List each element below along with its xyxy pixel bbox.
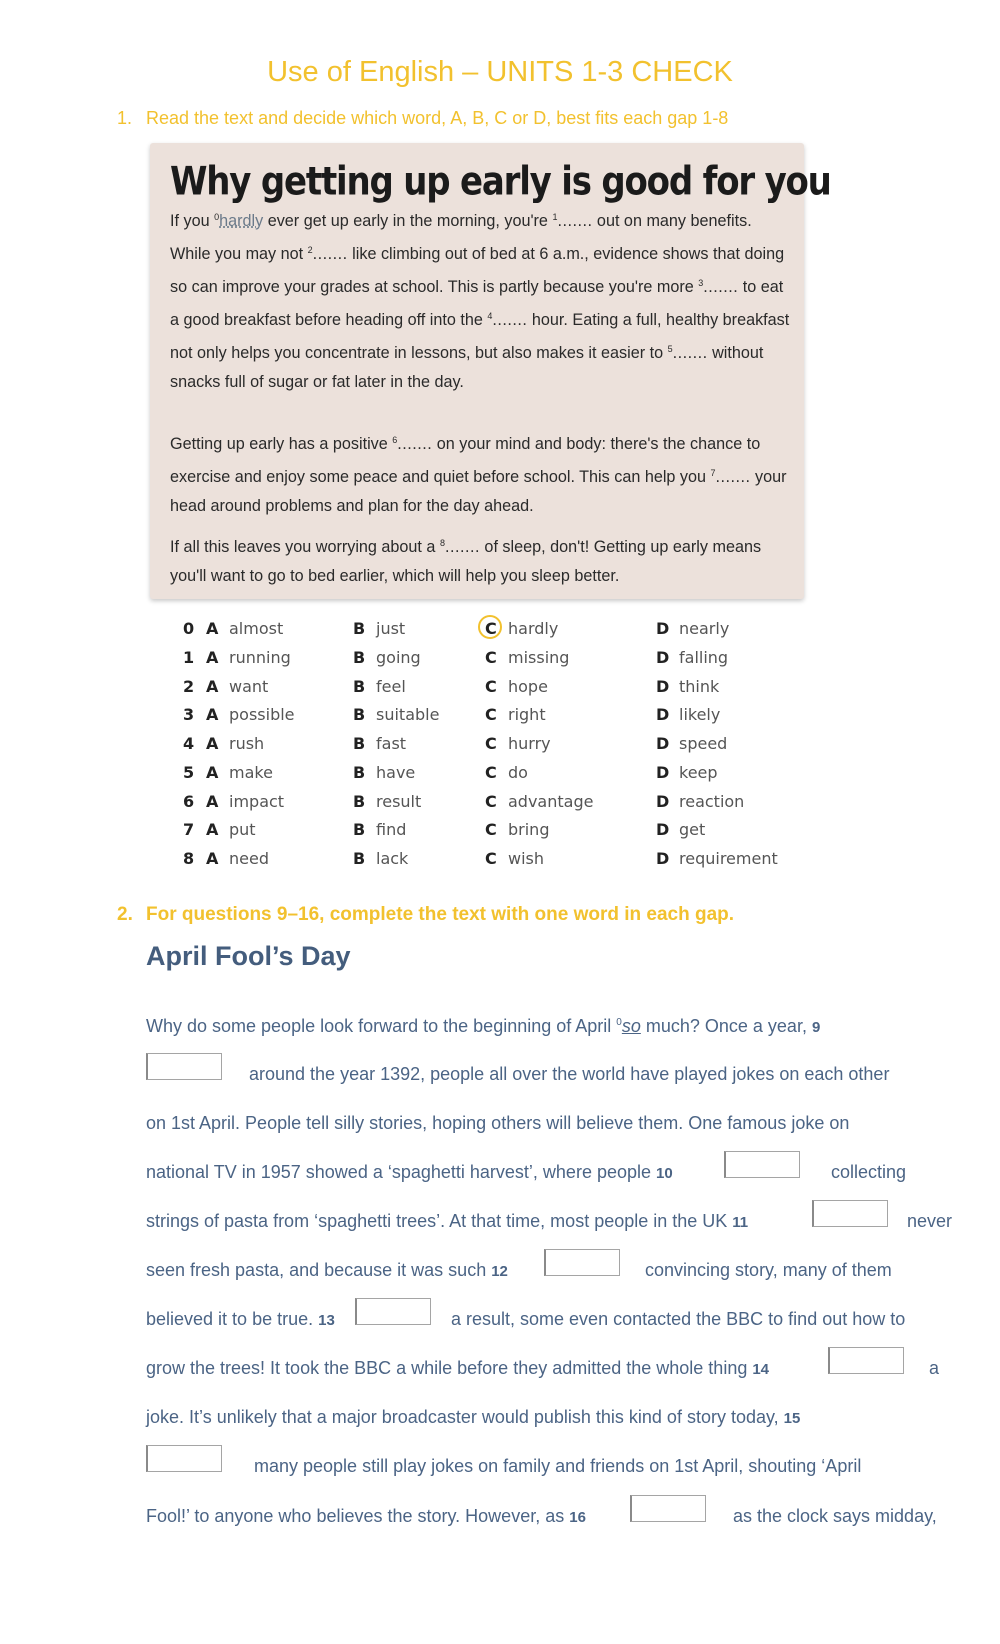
option-b[interactable]: fast [376, 734, 407, 753]
option-d[interactable]: requirement [679, 849, 778, 868]
text-line: a result, some even contacted the BBC to find out how to [451, 1309, 906, 1329]
question-text: For questions 9–16, complete the text with one word in each gap. [146, 904, 735, 925]
option-a[interactable]: almost [229, 619, 284, 638]
option-c[interactable]: missing [508, 647, 570, 667]
question-text: Read the text and decide which word, A, B, C or D, best fits each gap 1-8 [146, 108, 729, 128]
option-b[interactable]: feel [376, 676, 406, 696]
option-d[interactable]: speed [679, 734, 728, 753]
gap-2: ....... [312, 245, 348, 263]
question-2-instruction [117, 904, 734, 926]
option-c[interactable]: do [508, 762, 528, 782]
text-line: a [929, 1358, 940, 1378]
option-d[interactable]: get [679, 820, 706, 840]
text-line: many people still play jokes on family and friends on 1st April, shouting ‘April [254, 1456, 862, 1476]
option-a[interactable]: possible [229, 705, 295, 725]
text-line: around the year 1392, people all over the world have played jokes on each other [249, 1064, 890, 1084]
option-d[interactable]: nearly [679, 619, 730, 638]
reading-paragraph-1: If you $^0$hardly ever get up early in the morning, you're $^1$....... out on many benefits. While you may not $^2$....... like climbing out of bed at 6 a.m., evidence shows that doing so can improve your grades at school. This is partly because you're more $^3$....... to eat a good breakfast before heading off into the $^4$....... hour. Eating a full, healthy breakfast not only helps you concentrate in lessons, but also makes it easier to $^5$....... without snacks full of sugar or fat later in the day. [170, 212, 790, 391]
text-line: strings of pasta from ‘spaghetti trees’. At that time, most people in the UK 11 [146, 1211, 749, 1231]
example-answer: so [621, 1016, 641, 1036]
option-c[interactable]: hardly [508, 619, 559, 638]
question-1-instruction [117, 108, 728, 129]
question-number: 2. [117, 904, 133, 925]
example-answer: hardly [219, 212, 264, 230]
text-line: convincing story, many of them [645, 1260, 892, 1280]
gap-1: ....... [557, 212, 593, 230]
text-line: never [907, 1211, 953, 1231]
text-line: believed it to be true. 13 [146, 1309, 335, 1329]
answer-input-10[interactable] [724, 1151, 800, 1178]
option-b[interactable]: lack [376, 849, 409, 868]
answer-input-11[interactable] [812, 1200, 888, 1227]
question-number: 1. [117, 108, 133, 128]
option-c[interactable]: wish [508, 849, 545, 868]
option-a[interactable]: rush [229, 734, 265, 753]
option-a[interactable]: need [229, 849, 269, 868]
option-d[interactable]: likely [679, 705, 721, 725]
gap-6: ....... [397, 435, 433, 453]
option-d[interactable]: falling [679, 647, 729, 667]
text-line: grow the trees! It took the BBC a while before they admitted the whole thing 14 [146, 1358, 770, 1378]
option-c[interactable]: hope [508, 676, 548, 696]
option-c[interactable]: bring [508, 820, 550, 840]
option-a[interactable]: want [229, 676, 269, 696]
gap-number-16: 16 [569, 1509, 586, 1526]
answer-input-13[interactable] [355, 1298, 431, 1325]
gap-8: ....... [444, 538, 480, 556]
answer-input-16[interactable] [630, 1495, 706, 1522]
text-line: on 1st April. People tell silly stories, hoping others will believe them. One famous joke on [146, 1113, 850, 1133]
text-line: national TV in 1957 showed a ‘spaghetti harvest’, where people 10 [146, 1162, 673, 1182]
option-d[interactable]: keep [679, 762, 718, 782]
answer-input-15[interactable] [146, 1445, 222, 1472]
option-b[interactable]: find [376, 820, 407, 840]
gap-number-14: 14 [752, 1361, 770, 1378]
option-a[interactable]: make [229, 762, 273, 782]
option-b[interactable]: have [376, 762, 416, 782]
option-c[interactable]: advantage [508, 791, 594, 811]
gap-number-15: 15 [783, 1410, 801, 1427]
text-line: collecting [831, 1162, 907, 1182]
reading-paragraph-2: Getting up early has a positive $^6$....... on your mind and body: there's the chance to exercise and enjoy some peace and quiet before school. This can help you $^7$....... your head around problems and plan for the day ahead. [170, 435, 787, 515]
answer-input-9[interactable] [146, 1053, 222, 1080]
option-b[interactable]: result [376, 791, 422, 811]
gap-number-12: 12 [491, 1263, 508, 1280]
option-c[interactable]: right [508, 705, 546, 725]
reading-title: Why getting up early is good for you [170, 159, 831, 205]
page-title: Use of English – UNITS 1-3 CHECK [267, 56, 733, 88]
option-a[interactable]: put [229, 820, 256, 840]
text-line: as the clock says midday, [733, 1506, 937, 1526]
gap-5: ....... [672, 344, 708, 362]
gap-3: ....... [703, 278, 739, 296]
answer-input-12[interactable] [544, 1249, 620, 1276]
option-a[interactable]: impact [229, 791, 285, 811]
option-b[interactable]: just [376, 619, 406, 638]
gap-number-9: 9 [811, 1019, 821, 1036]
gap-4: ....... [492, 311, 528, 329]
april-heading: April Fool’s Day [146, 941, 351, 971]
option-c[interactable]: hurry [508, 734, 551, 753]
reading-paragraph-3: If all this leaves you worrying about a $^8$....... of sleep, don't! Getting up early means you'll want to go to bed earlier, which will help you sleep better. [170, 538, 762, 585]
answer-input-14[interactable] [828, 1347, 904, 1374]
text-line: Why do some people look forward to the beginning of April $^0$so much? Once a year, 9 [146, 1016, 821, 1036]
gap-7: ....... [715, 468, 751, 486]
option-b[interactable]: going [376, 647, 421, 667]
option-d[interactable]: think [679, 676, 720, 696]
gap-number-13: 13 [318, 1312, 335, 1329]
text-line: joke. It’s unlikely that a major broadcaster would publish this kind of story today, 15 [146, 1407, 801, 1427]
gap-number-10: 10 [656, 1165, 673, 1182]
option-a[interactable]: running [229, 647, 291, 667]
text-line: seen fresh pasta, and because it was such 12 [146, 1260, 508, 1280]
option-d[interactable]: reaction [679, 791, 745, 811]
gap-number-11: 11 [732, 1214, 749, 1231]
text-line: Fool!’ to anyone who believes the story. However, as 16 [146, 1506, 586, 1526]
option-b[interactable]: suitable [376, 705, 440, 725]
